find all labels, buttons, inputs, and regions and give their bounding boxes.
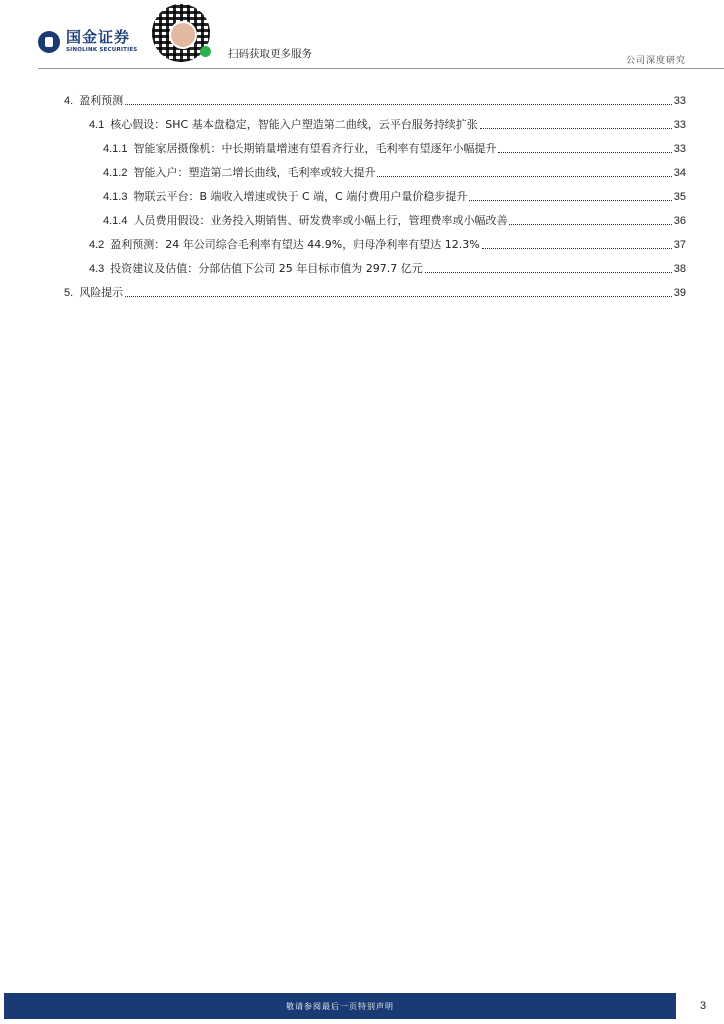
toc-entry[interactable] bbox=[103, 166, 686, 180]
toc-entry-number: 4.1.1 bbox=[103, 143, 128, 155]
toc-entry-title: 物联云平台：B 端收入增速或快于 C 端，C 端付费用户量价稳步提升 bbox=[133, 190, 468, 203]
toc-leader-dots bbox=[469, 200, 671, 201]
toc-entry-number: 5. bbox=[64, 287, 74, 299]
toc-entry-page: 35 bbox=[673, 191, 686, 203]
page-footer bbox=[0, 993, 724, 1024]
toc-entry-title: 风险提示 bbox=[79, 286, 124, 299]
toc-entry-page: 34 bbox=[673, 167, 686, 179]
toc-entry[interactable] bbox=[64, 94, 686, 108]
toc-entry-page: 33 bbox=[673, 143, 686, 155]
toc-entry-page: 37 bbox=[673, 239, 686, 251]
toc-entry-number: 4.3 bbox=[89, 263, 105, 275]
toc-entry-page: 33 bbox=[673, 119, 686, 131]
toc-entry-title: 盈利预测：24 年公司综合毛利率有望达 44.9%，归母净利率有望达 12.3% bbox=[110, 238, 480, 251]
footer-disclaimer: 敬请参阅最后一页特别声明 bbox=[286, 1002, 394, 1011]
toc-leader-dots bbox=[482, 248, 672, 249]
toc-entry-page: 33 bbox=[673, 95, 686, 107]
toc-entry-title: 盈利预测 bbox=[79, 94, 124, 107]
toc-entry-page: 39 bbox=[673, 287, 686, 299]
toc-entry-number: 4. bbox=[64, 95, 74, 107]
toc-entry-page: 36 bbox=[673, 215, 686, 227]
toc-entry-number: 4.1.4 bbox=[103, 215, 128, 227]
report-type-label: 公司深度研究 bbox=[625, 56, 686, 66]
toc-entry[interactable] bbox=[89, 238, 686, 252]
toc-entry-page: 38 bbox=[673, 263, 686, 275]
footer-bar bbox=[4, 993, 676, 1019]
qr-code-icon[interactable] bbox=[152, 4, 210, 62]
toc-entry-title: 智能家居摄像机：中长期销量增速有望看齐行业，毛利率有望逐年小幅提升 bbox=[133, 142, 497, 155]
toc-entry[interactable] bbox=[103, 190, 686, 204]
toc-leader-dots bbox=[498, 152, 671, 153]
toc-leader-dots bbox=[480, 128, 672, 129]
toc-entry[interactable] bbox=[64, 286, 686, 300]
toc-entry-title: 智能入户：塑造第二增长曲线，毛利率或较大提升 bbox=[133, 166, 376, 179]
toc-entry-number: 4.1.2 bbox=[103, 167, 128, 179]
logo-icon bbox=[38, 31, 60, 53]
toc-entry[interactable] bbox=[103, 214, 686, 228]
company-logo bbox=[38, 30, 137, 54]
header-divider bbox=[38, 68, 724, 69]
toc-entry-title: 投资建议及估值：分部估值下公司 25 年目标市值为 297.7 亿元 bbox=[110, 262, 423, 275]
qr-center-logo bbox=[169, 21, 197, 49]
qr-caption: 扫码获取更多服务 bbox=[228, 48, 312, 60]
logo-name-cn: 国金证券 bbox=[66, 28, 131, 46]
toc-leader-dots bbox=[425, 272, 672, 273]
toc-entry[interactable] bbox=[89, 118, 686, 132]
page-number: 3 bbox=[700, 1000, 707, 1012]
toc-leader-dots bbox=[125, 104, 672, 105]
toc-entry-number: 4.2 bbox=[89, 239, 105, 251]
toc-entry-number: 4.1.3 bbox=[103, 191, 128, 203]
toc-leader-dots bbox=[377, 176, 671, 177]
toc-entry[interactable] bbox=[103, 142, 686, 156]
toc-entry-number: 4.1 bbox=[89, 119, 105, 131]
toc-entry-title: 人员费用假设：业务投入期销售、研发费率或小幅上行，管理费率或小幅改善 bbox=[133, 214, 508, 227]
page-header bbox=[0, 0, 724, 70]
toc-entry[interactable] bbox=[89, 262, 686, 276]
toc-leader-dots bbox=[125, 296, 672, 297]
logo-name-en: SINOLINK SECURITIES bbox=[66, 47, 138, 53]
toc-leader-dots bbox=[509, 224, 671, 225]
wechat-badge-icon bbox=[200, 46, 211, 57]
toc-entry-title: 核心假设：SHC 基本盘稳定，智能入户塑造第二曲线，云平台服务持续扩张 bbox=[110, 118, 478, 131]
